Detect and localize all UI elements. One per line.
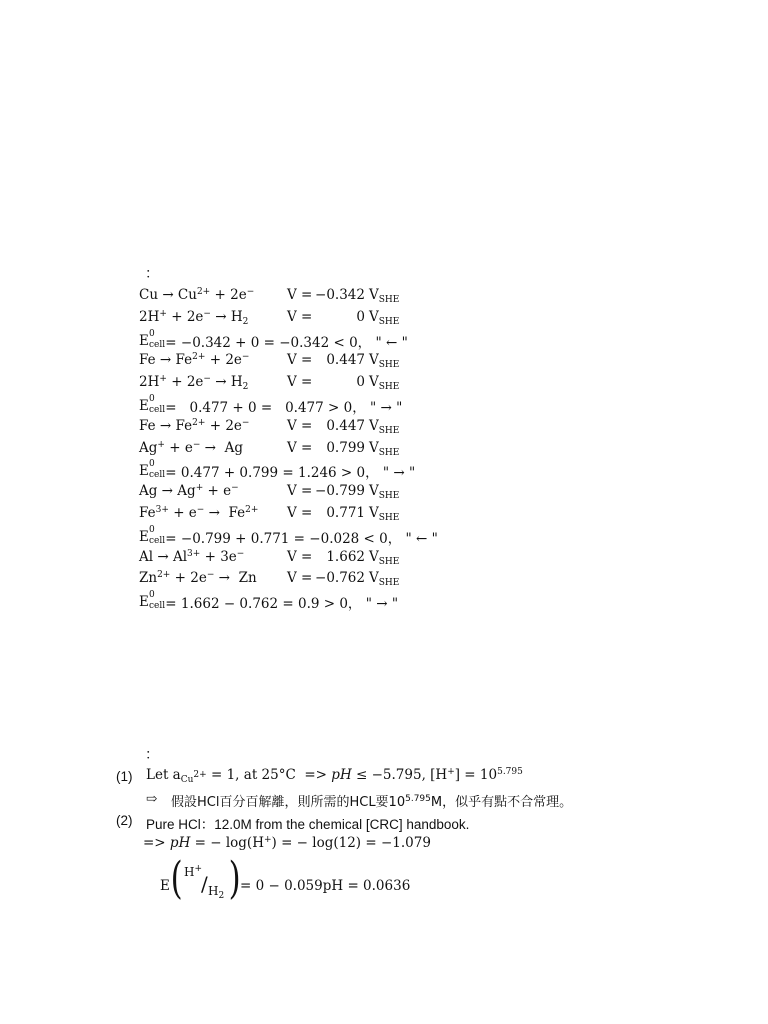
- half-reaction: $Fe^{3+} + e^- \to Fe^{2+}$: [139, 504, 259, 521]
- e0-cell-symbol: E 0 cell: [139, 524, 166, 546]
- item-2-number: (2): [116, 813, 133, 828]
- e0-cell-symbol: E 0 cell: [139, 590, 166, 612]
- half-reaction: $Fe \to Fe^{2+} + 2e^-$: [139, 352, 250, 369]
- potential-value: 0.799: [326, 439, 365, 456]
- cell-potential-line: E 0 cell = 0.477 + 0 = 0.477 > 0， " → ": [139, 393, 403, 416]
- potential-label: V =: [287, 374, 313, 391]
- potential-label: V =: [287, 439, 313, 456]
- potential-unit: $V_{SHE}$: [369, 483, 400, 502]
- section-colon-bottom: ：: [145, 747, 159, 763]
- potential-value: 0.771: [326, 504, 365, 521]
- potential-value: 0: [356, 374, 365, 391]
- e0-cell-symbol: E 0 cell: [139, 328, 166, 350]
- potential-value: 0.447: [326, 417, 365, 434]
- potential-value: 0.447: [326, 352, 365, 369]
- item-1-arrow: ⇨: [146, 791, 158, 807]
- half-reaction: $Al \to Al^{3+} + 3e^-$: [139, 548, 245, 565]
- item-1-chinese-note: 假設HCl百分百解離，則所需的HCL要$10^{5.795}M$，似乎有點不合常理。: [171, 794, 573, 810]
- potential-value: 1.662: [326, 548, 365, 565]
- fraction-denominator: $H_2$: [208, 884, 225, 901]
- potential-unit: $V_{SHE}$: [369, 570, 400, 589]
- potential-value: −0.799: [315, 483, 365, 500]
- potential-label: V =: [287, 483, 313, 500]
- item-2-text: Pure HCl：12.0M from the chemical [CRC] handbook.: [146, 817, 470, 832]
- potential-value: 0: [356, 308, 365, 325]
- item-1-text: Let $a_{Cu^{2+}} = 1$, at 25°C => pH ≤ −5.795, $[H^+] = 10^{5.795}$: [146, 767, 523, 785]
- potential-unit: $V_{SHE}$: [369, 439, 400, 458]
- section-colon-top: ：: [145, 266, 159, 282]
- fraction-numerator: H+: [184, 864, 203, 879]
- fraction-slash: /: [201, 872, 208, 896]
- potential-unit: $V_{SHE}$: [369, 308, 400, 327]
- half-reaction: Ag+ + e− → Ag: [139, 439, 243, 456]
- right-paren: ): [228, 853, 241, 904]
- cell-potential-line: E 0 cell = −0.799 + 0.771 = −0.028 < 0， " ← ": [139, 524, 438, 547]
- item-2-ph-equation: => pH = − log(H+) = − log(12) = −1.079: [143, 835, 431, 851]
- half-reaction: $Cu \to Cu^{2+} + 2e^-$: [139, 287, 255, 303]
- item-1-number: (1): [116, 769, 133, 784]
- half-reaction: Ag → Ag+ + e−: [139, 483, 239, 500]
- potential-label: V =: [287, 287, 313, 303]
- half-reaction: $Fe \to Fe^{2+} + 2e^-$: [139, 417, 250, 434]
- left-paren: (: [170, 853, 183, 904]
- potential-unit: $V_{SHE}$: [369, 417, 400, 436]
- potential-symbol: E: [160, 878, 170, 894]
- cell-potential-line: E 0 cell = 0.477 + 0.799 = 1.246 > 0， " → ": [139, 459, 416, 482]
- potential-unit: $V_{SHE}$: [369, 352, 400, 371]
- potential-label: V =: [287, 352, 313, 369]
- half-reaction: $2H^+ + 2e^- \to H_2$: [139, 308, 249, 327]
- potential-label: V =: [287, 417, 313, 434]
- potential-value: −0.762: [315, 570, 365, 587]
- half-reaction: $Zn^{2+} + 2e^- \to Zn$: [139, 570, 257, 587]
- potential-result: = 0 − 0.059pH = 0.0636: [240, 878, 411, 894]
- potential-label: V =: [287, 570, 313, 587]
- cell-potential-line: E 0 cell = 1.662 − 0.762 = 0.9 > 0， " → ": [139, 590, 399, 613]
- cell-potential-line: E 0 cell = −0.342 + 0 = −0.342 < 0， " ← ": [139, 328, 408, 351]
- e0-cell-symbol: E 0 cell: [139, 459, 166, 481]
- potential-unit: $V_{SHE}$: [369, 504, 400, 523]
- potential-value: −0.342: [315, 287, 365, 303]
- potential-label: V =: [287, 548, 313, 565]
- half-reaction: $2H^+ + 2e^- \to H_2$: [139, 374, 249, 393]
- potential-unit: $V_{SHE}$: [369, 287, 400, 305]
- potential-unit: $V_{SHE}$: [369, 548, 400, 567]
- e0-cell-symbol: E 0 cell: [139, 393, 166, 415]
- potential-label: V =: [287, 308, 313, 325]
- potential-label: V =: [287, 504, 313, 521]
- potential-unit: $V_{SHE}$: [369, 374, 400, 393]
